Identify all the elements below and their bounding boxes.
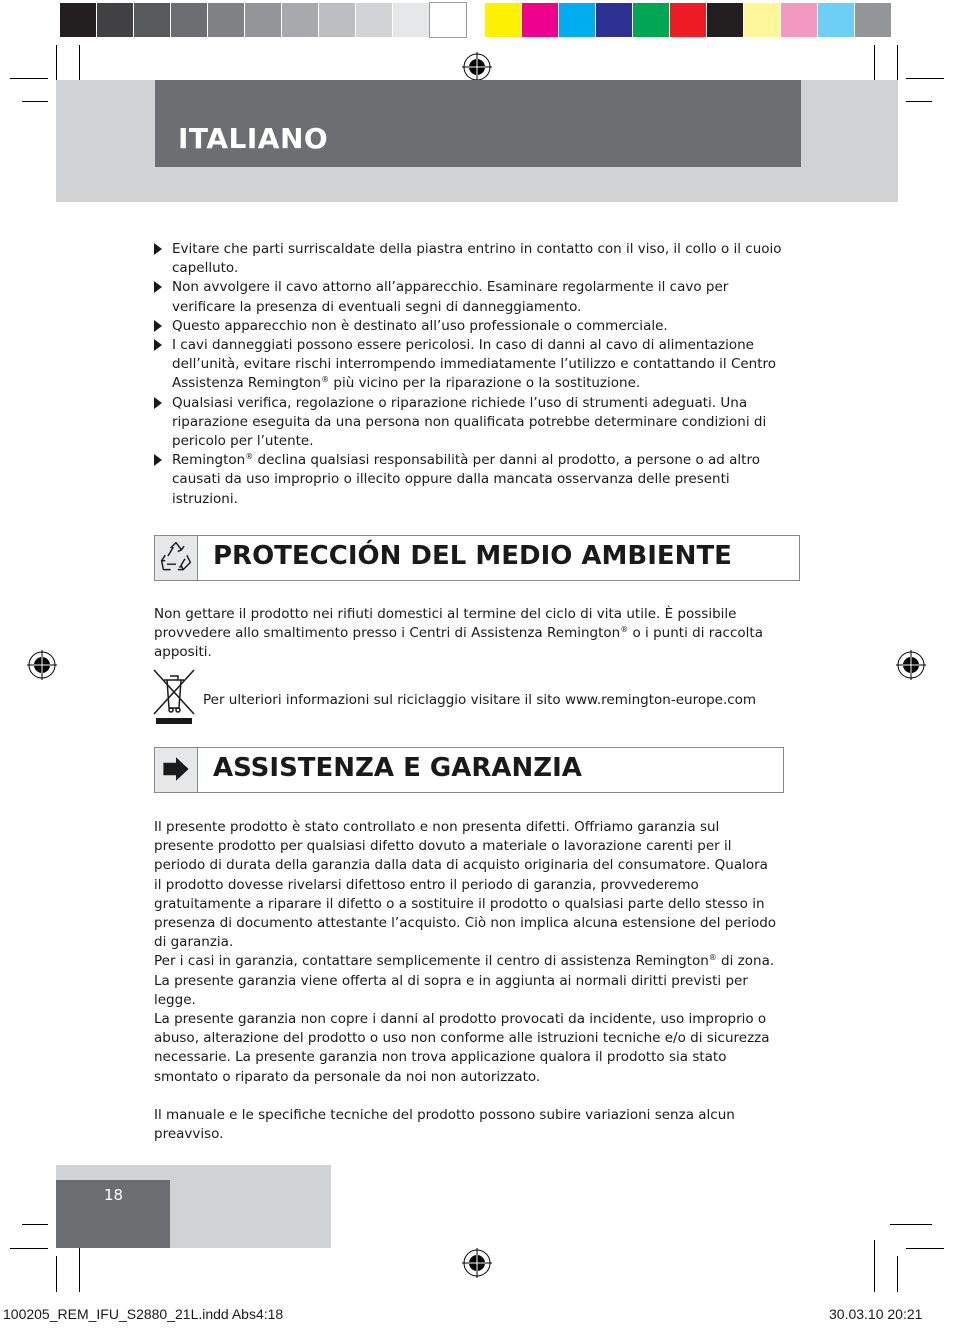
process-color-swatch: [633, 3, 669, 37]
page-title: ITALIANO: [178, 122, 329, 155]
process-color-swatch: [707, 3, 743, 37]
bullet-arrow-icon: [154, 454, 162, 466]
warranty-text: [154, 818, 778, 1144]
warranty-heading: ASSISTENZA E GARANZIA: [213, 753, 582, 783]
gray-swatch: [134, 3, 170, 37]
safety-bullet-list: [154, 240, 784, 509]
registration-mark-icon: [27, 650, 57, 680]
bullet-arrow-icon: [154, 281, 162, 293]
bullet-arrow-icon: [154, 397, 162, 409]
environment-heading-box: [154, 535, 800, 581]
process-color-swatch: [596, 3, 632, 37]
gray-swatch: [319, 3, 355, 37]
gray-swatch: [171, 3, 207, 37]
warranty-paragraph: Il presente prodotto è stato controllato e non presenta difetti. Offriamo garanzia sul presente prodotto per qualsiasi difetto dovuto a materiale o lavorazione carenti per il periodo di durata della garanzia dalla data di acquisto originaria del consumatore. Qualora il prodotto dovesse rivelarsi difettoso entro il periodo di garanzia, provvederemo gratuitamente a riparare il difetto o a sostituire il prodotto o qualsiasi parte dello stesso in presenza di documento attestante l’acquisto. Ciò non implica alcuna estensione del periodo di garanzia.: [154, 819, 777, 951]
registration-mark-icon: [462, 1248, 492, 1278]
list-item: Remington® declina qualsiasi responsabilità per danni al prodotto, a persone o ad altro causati da uso improprio o illecito oppure dalla mancata osservanza delle presenti istruzioni.: [154, 451, 784, 509]
crossed-bin-icon: [152, 668, 196, 726]
gray-swatch: [393, 3, 429, 37]
process-color-swatch: [559, 3, 595, 37]
process-color-swatch: [855, 3, 891, 37]
registration-mark-icon: [896, 650, 926, 680]
gray-swatch: [430, 3, 466, 37]
process-color-swatch: [781, 3, 817, 37]
process-color-swatch: [522, 3, 558, 37]
process-color-swatch: [744, 3, 780, 37]
arrow-right-icon: [158, 751, 194, 787]
registration-mark-icon: [462, 52, 492, 82]
recycle-icon: [158, 539, 194, 575]
gray-swatch: [97, 3, 133, 37]
gray-swatch: [208, 3, 244, 37]
list-item: I cavi danneggiati possono essere pericolosi. In caso di danni al cavo di alimentazione dell’unità, evitare rischi interrompendo immediatamente l’utilizzo e contattando il Centro Assistenza Remington® più vicino per la riparazione o la sostituzione.: [154, 336, 784, 394]
warranty-paragraph: Il manuale e le specifiche tecniche del prodotto possono subire variazioni senza alcun preavviso.: [154, 1106, 735, 1143]
process-color-swatch: [818, 3, 854, 37]
page-number: 18: [104, 1186, 124, 1204]
bullet-arrow-icon: [154, 320, 162, 332]
environment-heading: PROTECCIÓN DEL MEDIO AMBIENTE: [213, 541, 732, 571]
list-item: Non avvolgere il cavo attorno all’apparecchio. Esaminare regolarmente il cavo per verificare la presenza di eventuali segni di danneggiamento.: [154, 278, 784, 316]
warranty-paragraph: Per i casi in garanzia, contattare semplicemente il centro di assistenza Remington® di zona. La presente garanzia viene offerta al di sopra e in aggiunta ai normali diritti previsti per legge.: [154, 953, 775, 1008]
warranty-paragraph: La presente garanzia non copre i danni al prodotto provocati da incidente, uso improprio o abuso, alterazione del prodotto o uso non conforme alle istruzioni tecniche e/o di sicurezza necessarie. La presente garanzia non trova applicazione qualora il prodotto sia stato smontato o riparato da personale da noi non autorizzato.: [154, 1011, 770, 1085]
gray-swatch: [356, 3, 392, 37]
list-item: Questo apparecchio non è destinato all’uso professionale o commerciale.: [154, 317, 784, 336]
process-color-swatch: [670, 3, 706, 37]
list-item: Evitare che parti surriscaldate della piastra entrino in contatto con il viso, il collo o il cuoio capelluto.: [154, 240, 784, 278]
bullet-arrow-icon: [154, 243, 162, 255]
date-slug: 30.03.10 20:21: [829, 1306, 923, 1322]
recycling-info-text: Per ulteriori informazioni sul riciclaggio visitare il sito www.remington-europe.com: [203, 692, 757, 708]
process-color-swatch: [485, 3, 521, 37]
gray-swatch: [60, 3, 96, 37]
gray-swatch: [282, 3, 318, 37]
environment-paragraph: Non gettare il prodotto nei rifiuti domestici al termine del ciclo di vita utile. È possibile provvedere allo smaltimento presso i Centri di Assistenza Remington® o i punti di raccolta appositi.: [154, 606, 763, 661]
gray-swatch: [245, 3, 281, 37]
warranty-heading-box: [154, 747, 784, 793]
bullet-arrow-icon: [154, 339, 162, 351]
list-item: Qualsiasi verifica, regolazione o riparazione richiede l’uso di strumenti adeguati. Una riparazione eseguita da una persona non qualificata potrebbe determinare condizioni di pericolo per l’utente.: [154, 394, 784, 452]
file-slug: 100205_REM_IFU_S2880_21L.indd Abs4:18: [3, 1306, 284, 1322]
